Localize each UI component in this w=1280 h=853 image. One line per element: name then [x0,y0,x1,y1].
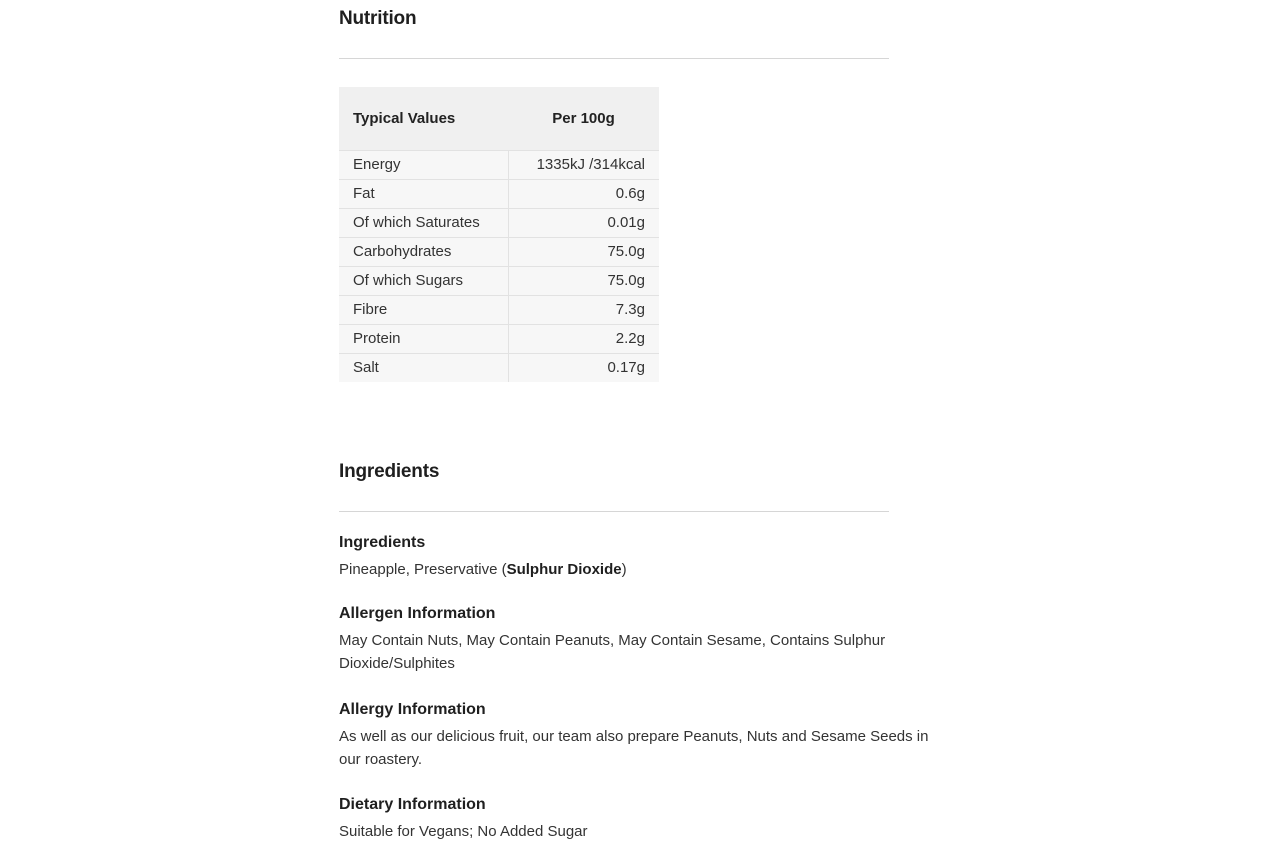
table-row [339,151,659,180]
dietary-text: Suitable for Vegans; No Added Sugar [339,823,588,840]
header-typical-values: Typical Values [339,87,508,151]
row-value: 75.0g [508,267,659,296]
row-label: Energy [339,151,508,180]
ingredients-divider [339,511,889,512]
allergen-heading: Allergen Information [339,605,496,622]
header-per-100g: Per 100g [508,87,659,151]
ingredients-text-start: Pineapple, Preservative ( [339,561,507,578]
ingredients-text [339,558,954,581]
allergy-text: As well as our delicious fruit, our team also prepare Peanuts, Nuts and Sesame Seeds in our roastery. [339,728,929,768]
row-value: 0.6g [508,180,659,209]
row-value: 1335kJ /314kcal [508,151,659,180]
allergen-text: May Contain Nuts, May Contain Peanuts, May Contain Sesame, Contains Sulphur Dioxide/Sulphites [339,632,886,672]
table-row [339,296,659,325]
row-label: Of which Sugars [339,267,508,296]
row-value: 75.0g [508,238,659,267]
allergen-block [339,605,954,675]
table-row [339,209,659,238]
table-row [339,325,659,354]
row-label: Carbohydrates [339,238,508,267]
ingredients-title: Ingredients [339,461,440,482]
ingredients-text-end: ) [621,561,627,578]
row-label: Fibre [339,296,508,325]
nutrition-title: Nutrition [339,8,417,29]
row-value: 0.17g [508,354,659,383]
row-value: 7.3g [508,296,659,325]
row-value: 0.01g [508,209,659,238]
ingredients-block [339,534,954,581]
table-row [339,238,659,267]
row-value: 2.2g [508,325,659,354]
nutrition-table-header [339,87,659,151]
allergy-block [339,701,954,771]
table-row [339,267,659,296]
nutrition-table [339,87,659,382]
ingredients-heading: Ingredients [339,534,426,551]
table-row [339,180,659,209]
nutrition-divider [339,58,889,59]
ingredients-text-allergen: Sulphur Dioxide [506,561,622,578]
table-row [339,354,659,383]
dietary-block [339,796,954,843]
row-label: Of which Saturates [339,209,508,238]
allergy-heading: Allergy Information [339,701,486,718]
row-label: Fat [339,180,508,209]
dietary-heading: Dietary Information [339,796,486,813]
row-label: Salt [339,354,508,383]
row-label: Protein [339,325,508,354]
